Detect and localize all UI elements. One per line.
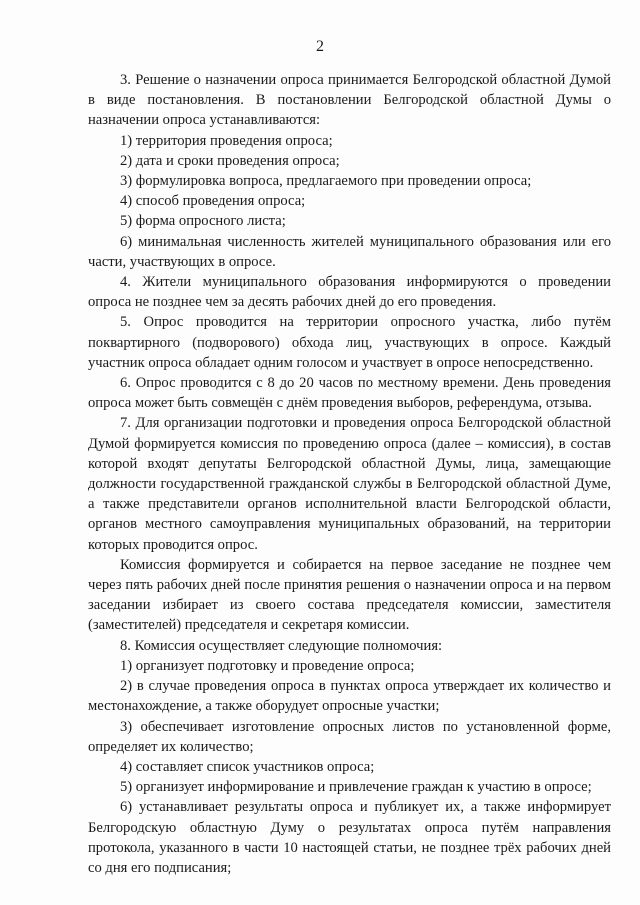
- paragraph-7-commission: 7. Для организации подготовки и проведения опроса Белгородской областной Думой формируется комиссия по проведению опроса (далее – комиссия), в состав которой входят депутаты Белгородской областной Думы, лица, замещающие должности государственной гражданской службы в Белгородской областной Думе, а также представители органов исполнительной власти Белгородской области, органов местного самоуправления муниципальных образований, на территории которых проводится опрос.: [88, 415, 611, 553]
- list-item: 3) формулировка вопроса, предлагаемого при проведении опроса;: [120, 173, 532, 190]
- list-item: 5) форма опросного листа;: [120, 213, 286, 230]
- paragraph-4-inform: 4. Жители муниципального образования информируются о проведении опроса не позднее чем за десять рабочих дней до его проведения.: [88, 274, 611, 311]
- list-item: 6) устанавливает результаты опроса и публикует их, а также информирует Белгородскую областную Думу о результатах опроса путём направления протокола, указанного в части 10 настоящей статьи, не позднее трёх рабочих дней со дня его подписания;: [88, 799, 611, 876]
- paragraph-5-procedure: 5. Опрос проводится на территории опросного участка, либо путём поквартирного (подворового) обхода лиц, участвующих в опросе. Каждый участник опроса обладает одним голосом и участвует в опросе непосредственно.: [88, 314, 611, 371]
- list-item: 2) дата и сроки проведения опроса;: [120, 152, 340, 169]
- list-item: 5) организует информирование и привлечение граждан к участию в опросе;: [120, 779, 592, 796]
- paragraph-3-decision: 3. Решение о назначении опроса принимается Белгородской областной Думой в виде постановления. В постановлении Белгородской областной Думы о назначении опроса устанавливаются:: [88, 72, 611, 129]
- list-item: 4) способ проведения опроса;: [120, 193, 306, 210]
- list-item: 3) обеспечивает изготовление опросных листов по установленной форме, определяет их количество;: [88, 718, 611, 755]
- page-number: 2: [316, 38, 324, 55]
- paragraph-6-time: 6. Опрос проводится с 8 до 20 часов по местному времени. День проведения опроса может быть совмещён с днём проведения выборов, референдума, отзыва.: [88, 375, 611, 412]
- document-body: [88, 70, 611, 878]
- paragraph-commission-formation: Комиссия формируется и собирается на первое заседание не позднее чем через пять рабочих дней после принятия решения о назначении опроса и на первом заседании избирает из своего состава председателя комиссии, заместителя (заместителей) председателя и секретаря комиссии.: [88, 556, 611, 634]
- paragraph-8-powers: 8. Комиссия осуществляет следующие полномочия:: [120, 637, 443, 654]
- list-item: 6) минимальная численность жителей муниципального образования или его части, участвующих в опросе.: [88, 233, 611, 270]
- list-item: 4) составляет список участников опроса;: [120, 758, 375, 775]
- list-item: 2) в случае проведения опроса в пунктах опроса утверждает их количество и местонахождение, а также оборудует опросные участки;: [88, 678, 611, 715]
- list-item: 1) территория проведения опроса;: [120, 132, 333, 149]
- list-item: 1) организует подготовку и проведение опроса;: [120, 657, 415, 674]
